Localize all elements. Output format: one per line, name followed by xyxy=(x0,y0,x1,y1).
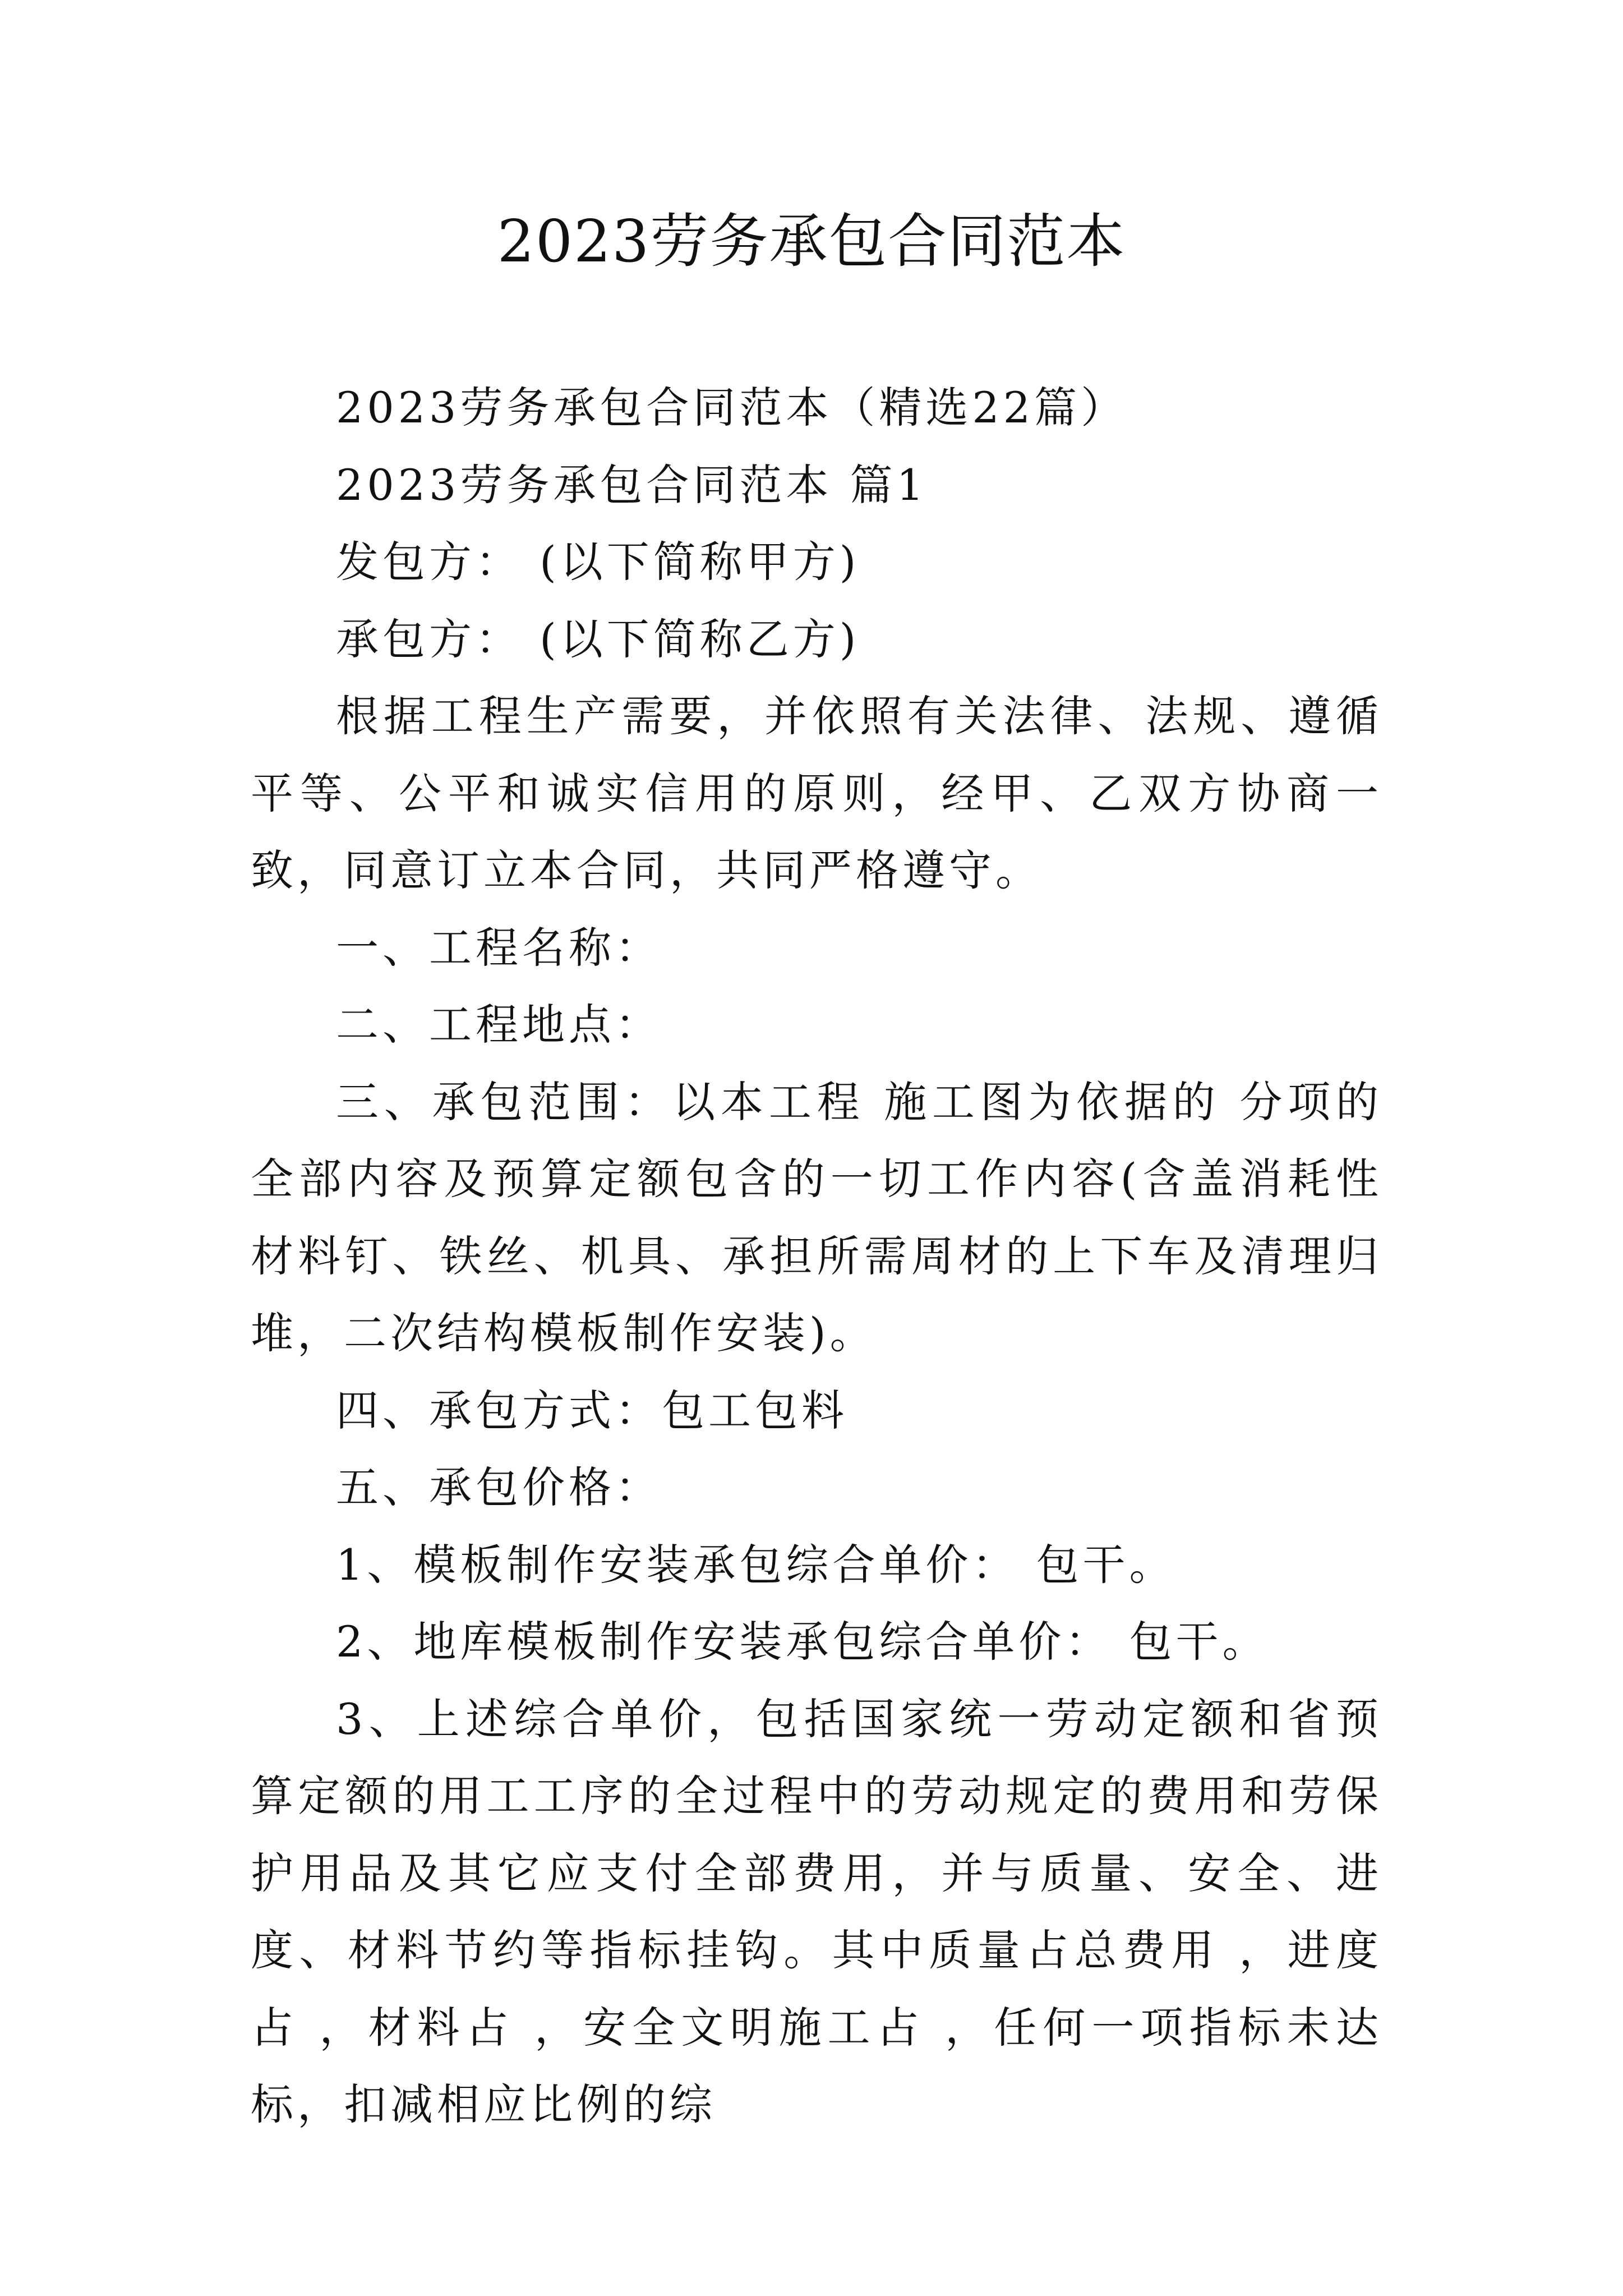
paragraph-project-location: 二、工程地点： xyxy=(336,1000,662,1050)
paragraph-price-item-2: 2、地库模板制作安装承包综合单价： 包干。 xyxy=(336,1617,1269,1667)
paragraph-contract-method: 四、承包方式：包工包料 xyxy=(336,1385,848,1435)
paragraph-section-heading: 2023劳务承包合同范本 篇1 xyxy=(336,459,928,510)
paragraph-preamble: 根据工程生产需要，并依照有关法律、法规、遵循平等、公平和诚实信用的原则，经甲、乙双方协商一致，同意订立本合同，共同严格遵守。 xyxy=(251,691,1382,895)
paragraph-price-item-3: 3、上述综合单价，包括国家统一劳动定额和省预算定额的用工工序的全过程中的劳动规定的费用和劳保护用品及其它应支付全部费用，并与质量、安全、进度、材料节约等指标挂钩。其中质量占总费用 ，进度占 ，材料占 ，安全文明施工占 ，任何一项指标未达标，扣减相应比例的综 xyxy=(251,1694,1382,2129)
paragraph-contractor: 发包方： (以下简称甲方) xyxy=(336,537,860,587)
paragraph-subtitle: 2023劳务承包合同范本（精选22篇） xyxy=(336,383,1128,432)
paragraph-project-name: 一、工程名称： xyxy=(336,922,662,973)
document-title: 2023劳务承包合同范本 xyxy=(497,207,1126,275)
paragraph-contract-scope: 三、承包范围：以本工程 施工图为依据的 分项的全部内容及预算定额包含的一切工作内容(含盖消耗性材料钉、铁丝、机具、承担所需周材的上下车及清理归堆，二次结构模板制作安装)。 xyxy=(251,1076,1382,1358)
paragraph-subcontractor: 承包方： (以下简称乙方) xyxy=(336,614,860,664)
document-body xyxy=(251,369,1382,2143)
paragraph-contract-price: 五、承包价格： xyxy=(336,1462,662,1512)
paragraph-price-item-1: 1、模板制作安装承包综合单价： 包干。 xyxy=(336,1539,1176,1590)
